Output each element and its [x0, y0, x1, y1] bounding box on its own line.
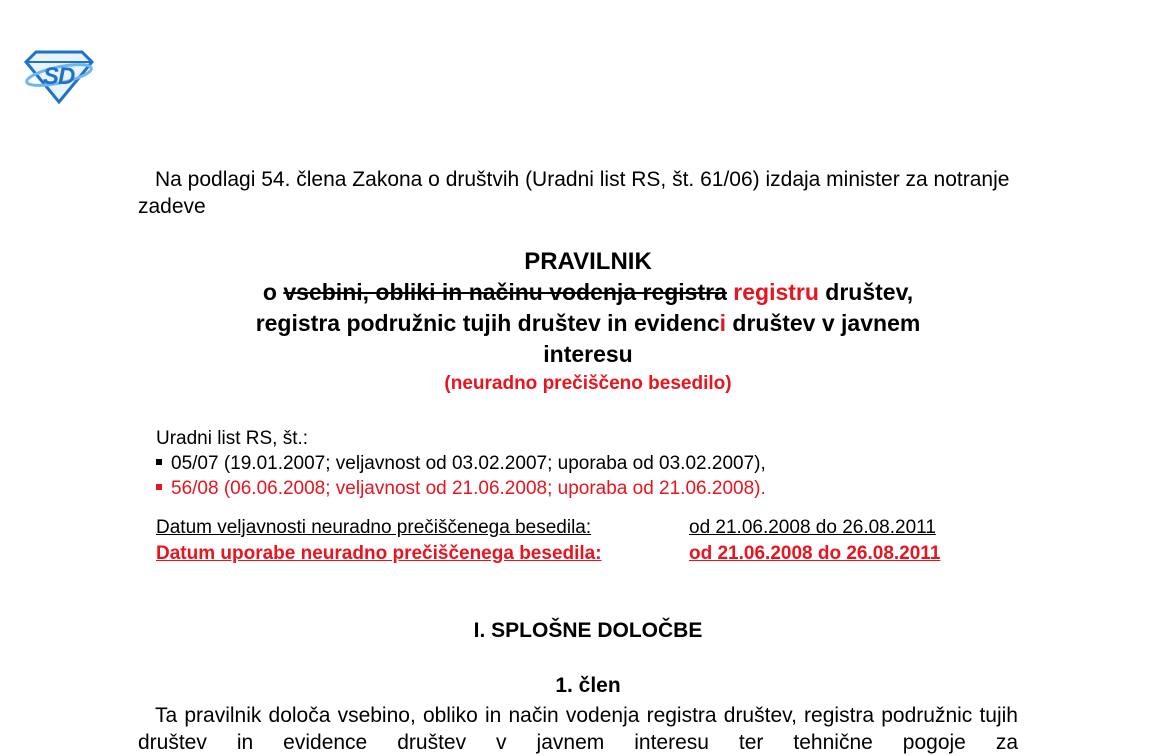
title-line-2: [138, 277, 1038, 308]
title-line-3: [138, 308, 1038, 339]
sd-logo: [22, 48, 96, 104]
use-label: Datum uporabe neuradno prečiščenega besedila:: [156, 543, 602, 564]
intro-paragraph: [138, 166, 1018, 220]
publication-item: 56/08 (06.06.2008; veljavnost od 21.06.2008; uporaba od 21.06.2008).: [156, 476, 766, 501]
validity-value: od 21.06.2008 do 26.08.2011: [689, 517, 936, 538]
publication-heading: Uradni list RS, št.:: [156, 428, 309, 449]
publication-list: [156, 426, 766, 501]
title-suffix: društev,: [818, 279, 914, 305]
title-subtitle: (neuradno prečiščeno besedilo): [444, 373, 732, 394]
article-heading: 1. člen: [555, 674, 621, 697]
title-inserted-text: registru: [733, 279, 819, 305]
svg-text:D: D: [58, 63, 76, 90]
dates-block: [156, 515, 940, 567]
validity-row: [156, 515, 940, 541]
document-title: [138, 246, 1038, 398]
title-main: PRAVILNIK: [524, 248, 652, 275]
validity-label: Datum veljavnosti neuradno prečiščenega besedila:: [156, 517, 592, 538]
publication-item: 05/07 (19.01.2007; veljavnost od 03.02.2007; uporaba od 03.02.2007),: [156, 451, 766, 476]
section-heading: I. SPLOŠNE DOLOČBE: [473, 619, 703, 642]
bullet-icon: [156, 459, 162, 465]
use-value: od 21.06.2008 do 26.08.2011: [689, 543, 941, 564]
intro-text: Na podlagi 54. člena Zakona o društvih (Uradni list RS, št. 61/06) izdaja minister za notranje zadeve: [138, 168, 1010, 218]
title-line3-inserted: i: [719, 310, 726, 336]
article-paragraph: Ta pravilnik določa vsebino, obliko in način vodenja registra društev, registra podružnic tujih društev in evidence društev v javnem interesu ter tehnične pogoje za: [138, 704, 1018, 754]
title-deleted-text: vsebini, obliki in načinu vodenja registra: [283, 279, 727, 305]
title-prefix: o: [262, 279, 284, 305]
bullet-icon: [156, 484, 162, 490]
title-line-4: interesu: [543, 341, 633, 367]
title-line3-before: registra podružnic tujih društev in evidenc: [255, 310, 720, 336]
svg-text:S: S: [43, 63, 60, 90]
title-line3-after: društev v javnem: [726, 310, 921, 336]
use-row: [156, 541, 940, 567]
shield-logo-icon: [22, 48, 96, 104]
